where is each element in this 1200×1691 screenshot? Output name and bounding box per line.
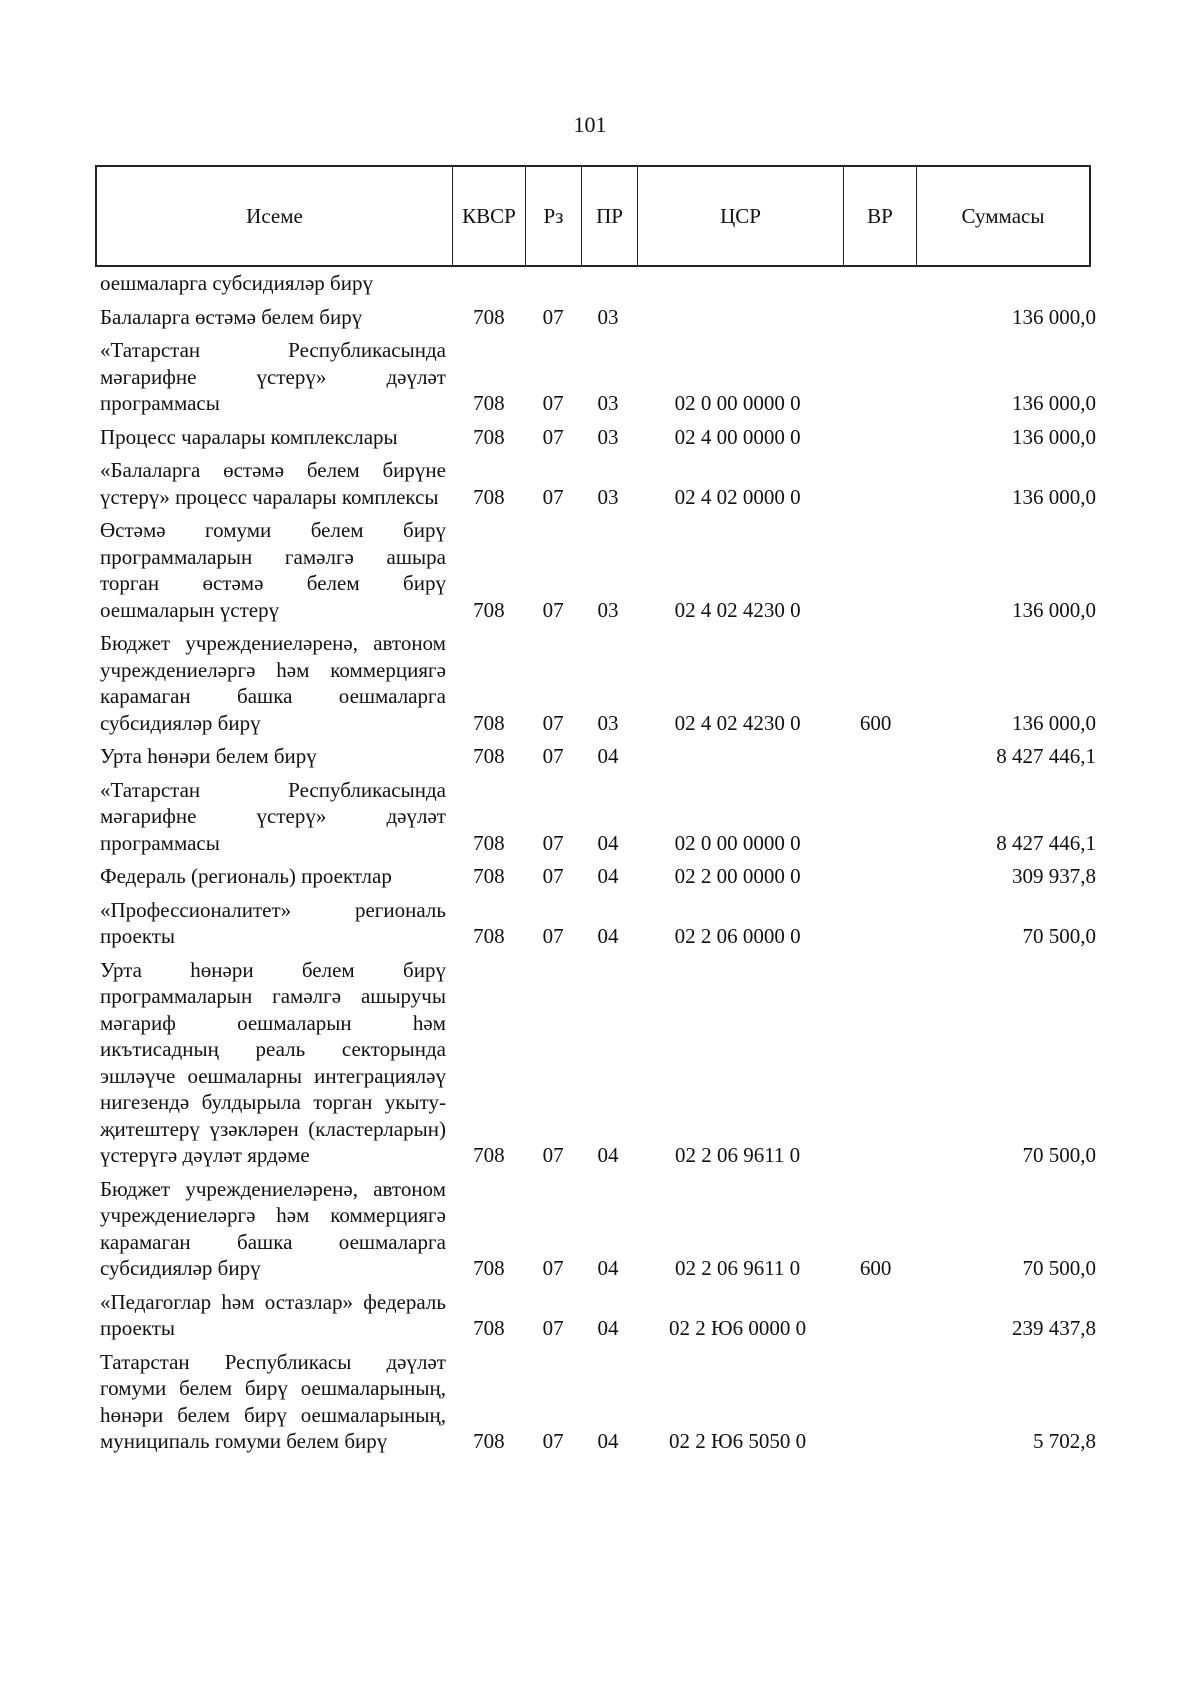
row-sum: 136 000,0	[1011, 391, 1096, 415]
row-name: Татарстан Республикасы дәүләт гомуми белем бирү оешмаларының, һөнәри белем бирү оешмаларының, муниципаль гомуми белем бирү	[100, 1349, 446, 1453]
row-kvsr: 708	[473, 597, 505, 622]
table-header	[95, 165, 1091, 267]
row-csr: 02 4 00 0000 0	[674, 424, 801, 449]
row-name: Урта һөнәри белем бирү программаларын гамәлгә ашыручы мәгариф оешмаларын һәм икътисадның реаль секторында эшләүче оешмаларны интеграцияләү нигезендә булдырыла торган укыту-җитештерү үзәкләрен (кластерларын) үстерүгә дәүләт ярдәме	[100, 957, 446, 1167]
row-name: Федераль (региональ) проектлар	[100, 864, 392, 888]
row-rz: 07	[542, 830, 564, 855]
row-sum: 136 000,0	[1011, 597, 1096, 622]
row-vr: 600	[859, 710, 892, 735]
row-pr: 03	[597, 304, 619, 329]
header-kvsr: КВСР	[452, 167, 525, 265]
table-row	[100, 270, 1096, 297]
row-name: Бюджет учреждениеләренә, автоном учреждениеләргә һәм коммерциягә карамаган башка оешмаларга субсидияләр бирү	[100, 1176, 446, 1280]
row-rz: 07	[542, 1143, 564, 1167]
row-pr: 04	[597, 1256, 619, 1280]
table-row	[100, 517, 1096, 623]
table-row	[100, 957, 1096, 1169]
row-name: «Профессионалитет» региональ проекты	[100, 897, 446, 948]
row-pr: 04	[597, 830, 619, 855]
row-kvsr: 708	[473, 864, 505, 888]
row-csr: 02 2 Ю6 5050 0	[669, 1429, 807, 1453]
header-csr: ЦСР	[637, 167, 843, 265]
page-number: 101	[573, 112, 607, 137]
row-csr: 02 2 06 0000 0	[674, 924, 801, 948]
table-row	[100, 337, 1096, 417]
row-csr: 02 2 Ю6 0000 0	[669, 1316, 807, 1340]
row-pr: 04	[597, 1316, 619, 1340]
row-name: оешмаларга субсидияләр бирү	[100, 271, 373, 295]
row-name: «Балаларга өстәмә белем бирүне үстерү» процесс чаралары комплексы	[100, 458, 446, 509]
row-sum: 239 437,8	[1011, 1316, 1096, 1340]
row-kvsr: 708	[473, 304, 505, 329]
row-pr: 04	[597, 924, 619, 948]
row-kvsr: 708	[473, 924, 505, 948]
row-sum: 136 000,0	[1011, 710, 1096, 735]
header-name: Исеме	[246, 203, 303, 228]
row-kvsr: 708	[473, 1316, 505, 1340]
row-kvsr: 708	[473, 1429, 505, 1453]
row-csr: 02 2 06 9611 0	[674, 1143, 801, 1167]
row-rz: 07	[542, 304, 564, 329]
row-kvsr: 708	[473, 744, 505, 768]
row-kvsr: 708	[473, 1143, 505, 1167]
row-sum: 70 500,0	[1022, 1256, 1096, 1280]
row-kvsr: 708	[473, 484, 505, 509]
row-pr: 04	[597, 864, 619, 888]
row-name: Өстәмә гомуми белем бирү программаларын гамәлгә ашыра торган өстәмә белем бирү оешмаларын үстерү	[100, 518, 446, 622]
row-name: Процесс чаралары комплекслары	[100, 424, 398, 449]
row-name: «Татарстан Республикасында мәгарифне үстерү» дәүләт программасы	[100, 338, 446, 415]
row-pr: 04	[597, 1143, 619, 1167]
row-kvsr: 708	[473, 391, 505, 415]
table-row	[100, 304, 1096, 331]
row-sum: 70 500,0	[1022, 1143, 1096, 1167]
row-sum: 8 427 446,1	[996, 744, 1096, 768]
row-rz: 07	[542, 864, 564, 888]
row-sum: 70 500,0	[1022, 924, 1096, 948]
row-rz: 07	[542, 391, 564, 415]
header-vr: ВР	[843, 167, 916, 265]
row-rz: 07	[542, 1316, 564, 1340]
row-name: «Педагоглар һәм остазлар» федераль проекты	[100, 1289, 446, 1340]
row-name: Балаларга өстәмә белем бирү	[100, 304, 363, 329]
table-row	[100, 1349, 1096, 1455]
row-rz: 07	[542, 710, 564, 735]
row-rz: 07	[542, 1256, 564, 1280]
table-row	[100, 777, 1096, 857]
row-pr: 03	[597, 484, 619, 509]
row-sum: 8 427 446,1	[996, 830, 1096, 855]
row-kvsr: 708	[473, 1256, 505, 1280]
row-sum: 136 000,0	[1011, 484, 1096, 509]
table-row	[100, 457, 1096, 510]
row-rz: 07	[542, 1429, 564, 1453]
table-row	[100, 630, 1096, 736]
table-row	[100, 863, 1096, 890]
table-row	[100, 1289, 1096, 1342]
row-name: Урта һөнәри белем бирү	[100, 744, 317, 768]
row-rz: 07	[542, 744, 564, 768]
table-row	[100, 743, 1096, 770]
table-row	[100, 1176, 1096, 1282]
header-pr: ПР	[581, 167, 637, 265]
row-sum: 136 000,0	[1011, 304, 1096, 329]
row-sum: 309 937,8	[1011, 864, 1096, 888]
row-name: Бюджет учреждениеләренә, автоном учреждениеләргә һәм коммерциягә карамаган башка оешмаларга субсидияләр бирү	[100, 631, 446, 735]
row-rz: 07	[542, 424, 564, 449]
row-vr: 600	[859, 1256, 892, 1280]
row-pr: 03	[597, 710, 619, 735]
table-row	[100, 424, 1096, 451]
row-pr: 03	[597, 597, 619, 622]
row-name: «Татарстан Республикасында мәгарифне үстерү» дәүләт программасы	[100, 777, 446, 855]
table-body	[100, 270, 1096, 1462]
row-csr: 02 4 02 0000 0	[674, 484, 801, 509]
row-pr: 03	[597, 391, 619, 415]
row-rz: 07	[542, 924, 564, 948]
row-kvsr: 708	[473, 710, 505, 735]
row-csr: 02 4 02 4230 0	[674, 710, 801, 735]
row-sum: 136 000,0	[1011, 424, 1096, 449]
row-csr: 02 2 00 0000 0	[674, 864, 801, 888]
row-sum: 5 702,8	[1032, 1429, 1096, 1453]
header-rz: Рз	[525, 167, 581, 265]
row-csr: 02 2 06 9611 0	[674, 1256, 801, 1280]
row-pr: 04	[597, 744, 619, 768]
row-kvsr: 708	[473, 424, 505, 449]
row-csr: 02 0 00 0000 0	[674, 830, 801, 855]
table-row	[100, 897, 1096, 950]
row-kvsr: 708	[473, 830, 505, 855]
row-rz: 07	[542, 484, 564, 509]
row-pr: 04	[597, 1429, 619, 1453]
row-pr: 03	[597, 424, 619, 449]
row-csr: 02 4 02 4230 0	[674, 597, 801, 622]
row-rz: 07	[542, 597, 564, 622]
row-csr: 02 0 00 0000 0	[674, 391, 801, 415]
header-sum: Суммасы	[916, 167, 1089, 265]
